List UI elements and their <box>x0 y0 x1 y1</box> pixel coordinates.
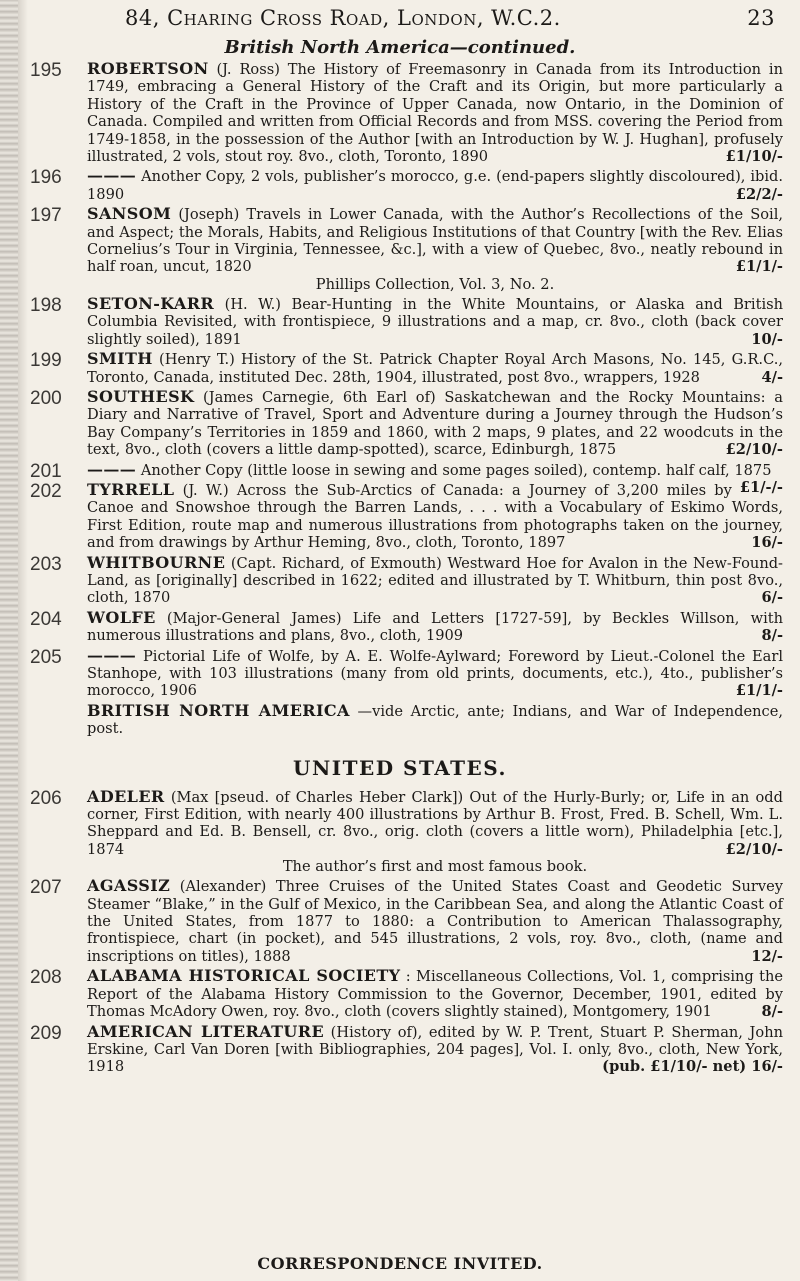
entry-text <box>87 295 783 348</box>
catalogue-entry <box>0 609 800 645</box>
entry-number: 197 <box>30 205 62 227</box>
entry-price: £2/2/- <box>735 185 783 203</box>
entry-number: 200 <box>30 387 62 409</box>
entry-number: 199 <box>30 350 62 372</box>
entry-number: 204 <box>30 608 62 630</box>
entry-author: SMITH <box>87 349 153 369</box>
entry-text <box>87 609 783 645</box>
catalogue-entry <box>0 647 800 700</box>
entry-author: ——— <box>87 645 137 665</box>
entry-number: 209 <box>30 1022 62 1044</box>
entry-description: (H. W.) Bear-Hunting in the White Mountains, or Alaska and British Columbia Revisited, with frontispiece, 9 illustrations and a map, cr. 8vo., cloth (back cover slightly soiled), 1891 <box>87 295 783 348</box>
entry-author: ALABAMA HISTORICAL SOCIETY <box>87 966 401 986</box>
catalogue-entry <box>0 350 800 386</box>
catalogue-entry <box>0 388 800 459</box>
page-address: 84, Charing Cross Road, London, W.C.2. <box>125 6 561 30</box>
entry-price: £1/10/- <box>725 148 783 166</box>
entry-number: 195 <box>30 60 62 81</box>
catalogue-entry <box>0 205 800 293</box>
entry-description: (Max [pseud. of Charles Heber Clark]) Out of the Hurly-Burly; or, Life in an odd corner, First Edition, with nearly 400 illustrations by Arthur B. Frost, Fred. B. Schell, Wm. L. Sheppard and Ed. B. Bensell, cr. 8vo., orig. cloth (covers a little worn), Philadelphia [etc.], 1874 <box>87 788 783 858</box>
entry-author: AGASSIZ <box>87 876 171 896</box>
entry-text <box>87 167 783 203</box>
entry-description: (J. Ross) The History of Freemasonry in Canada from its Introduction in 1749, embracing a General History of the Craft and its Origin, but more particularly a History of the Craft in the Province of Upper Canada, now Ontario, in the Dominion of Canada. Compiled and written from Official Records and from MSS. covering the Period from 1749-1858, in the possession of the Author [with an Introduction by W. J. Hughan], profusely illustrated, 2 vols, stout roy. 8vo., cloth, Toronto, 1890 <box>87 61 783 166</box>
entry-description: (Major-General James) Life and Letters [1727-59], by Beckles Willson, with numerous illustrations and plans, 8vo., cloth, 1909 <box>87 609 783 645</box>
entry-number: 202 <box>30 480 62 502</box>
entry-price: £1/1/- <box>735 682 783 700</box>
entry-text <box>87 702 783 738</box>
entry-author: ADELER <box>87 786 165 806</box>
entry-author: TYRRELL <box>87 479 175 499</box>
entry-text <box>87 478 783 552</box>
entry-price: 6/- <box>761 589 783 607</box>
entry-author: AMERICAN LITERATURE <box>87 1021 325 1041</box>
entry-description: Another Copy, 2 vols, publisher’s morocco, g.e. (end-papers slightly discoloured), ibid. 1890 <box>87 168 783 203</box>
entry-description: (J. W.) Across the Sub-Arctics of Canada: a Journey of 3,200 miles by Canoe and Snowshoe through the Barren Lands, . . . with a Vocabulary of Eskimo Words, First Edition, route map and numerous illustrations from photographs taken on the journey, and from drawings by Arthur Heming, 8vo., cloth, Toronto, 1897 <box>87 481 783 552</box>
entry-description: (James Carnegie, 6th Earl of) Saskatchewan and the Rocky Mountains: a Diary and Narrative of Travel, Sport and Adventure during a Journey through the Hudson’s Bay Company’s Territories in 1859 and 1860, with 2 maps, 9 plates, and 22 woodcuts in the text, 8vo., cloth (covers a little damp-spotted), scarce, Edinburgh, 1875 <box>87 388 783 459</box>
catalogue-entry <box>0 478 800 552</box>
entry-text <box>87 554 783 607</box>
entry-description: (History of), edited by W. P. Trent, Stuart P. Sherman, John Erskine, Carl Van Doren [with Bibliographies, 204 pages], Vol. I. only, 8vo., cloth, New York, 1918 <box>87 1023 783 1076</box>
entry-author: ——— <box>87 459 137 479</box>
entry-description: —vide Arctic, ante; Indians, and War of Independence, post. <box>87 702 783 738</box>
catalogue-entry <box>0 967 800 1020</box>
catalogue-entry <box>0 788 800 876</box>
entry-price: 10/- <box>751 330 783 348</box>
catalogue-entry <box>0 554 800 607</box>
entry-text <box>87 350 783 386</box>
entry-number: 208 <box>30 967 62 989</box>
entry-number: 196 <box>30 167 62 189</box>
entry-price: £2/10/- <box>725 840 783 858</box>
catalogue-entry <box>0 1023 800 1076</box>
catalogue-entry <box>0 167 800 203</box>
entry-text <box>87 788 783 859</box>
entry-author: SANSOM <box>87 204 172 224</box>
entry-price: £1/-/- <box>739 478 783 496</box>
entry-description: (Alexander) Three Cruises of the United States Coast and Geodetic Survey Steamer “Blake,” in the Gulf of Mexico, in the Caribbean Sea, and along the Atlantic Coast of the United States, from 1877 to 1880: a Contribution to American Thalassography, frontispiece, chart (in pocket), and 545 illustrations, 2 vols, roy. 8vo., cloth, (name and inscriptions on titles), 1888 <box>87 878 783 965</box>
entry-text <box>87 967 783 1020</box>
entry-text <box>87 1023 783 1076</box>
entry-number: 206 <box>30 787 62 809</box>
catalogue-entries <box>0 60 800 1078</box>
entry-text <box>87 388 783 459</box>
entry-number: 205 <box>30 646 62 668</box>
entry-note: The author’s first and most famous book. <box>282 858 588 876</box>
entry-number: 207 <box>30 877 62 899</box>
footer-note: CORRESPONDENCE INVITED. <box>257 1254 543 1273</box>
entry-number: 198 <box>30 294 62 316</box>
entry-author: SETON-KARR <box>87 293 215 313</box>
entry-note: Phillips Collection, Vol. 3, No. 2. <box>315 275 555 293</box>
catalogue-entry <box>0 295 800 348</box>
entry-description: Pictorial Life of Wolfe, by A. E. Wolfe-Aylward; Foreword by Lieut.-Colonel the Earl Stanhope, with 103 illustrations (many from old prints, documents, etc.), 4to., publisher’s morocco, 1906 <box>87 647 783 700</box>
entry-price: 16/- <box>751 534 783 552</box>
page-header <box>125 6 775 30</box>
entry-author: BRITISH NORTH AMERICA <box>87 700 350 720</box>
page-number: 23 <box>747 6 775 30</box>
entry-price: £2/10/- <box>725 441 783 459</box>
section-heading: UNITED STATES. <box>293 755 507 780</box>
entry-description: Another Copy (little loose in sewing and some pages soiled), contemp. half calf, 1875 <box>136 461 772 479</box>
entry-text <box>87 877 783 965</box>
entry-description: (Capt. Richard, of Exmouth) Westward Hoe for Avalon in the New-Found-Land, as [originally] described in 1622; edited and illustrated by T. Whitburn, thin post 8vo., cloth, 1870 <box>87 554 783 607</box>
united-states-list <box>0 788 800 1076</box>
british-north-america-list <box>0 60 800 738</box>
catalogue-entry <box>0 877 800 965</box>
entry-number: 201 <box>30 460 62 482</box>
entry-description: (Henry T.) History of the St. Patrick Chapter Royal Arch Masons, No. 145, G.R.C., Toronto, Canada, instituted Dec. 28th, 1904, illustrated, post 8vo., wrappers, 1928 <box>87 351 783 386</box>
entry-price: (pub. £1/10/- net) 16/- <box>602 1058 783 1076</box>
entry-price: 8/- <box>761 1003 783 1021</box>
entry-price: 8/- <box>761 627 783 645</box>
entry-description: (Joseph) Travels in Lower Canada, with the Author’s Recollections of the Soil, and Aspect; the Morals, Habits, and Religious Institutions of that Country [with the Rev. Elias Cornelius’s Tour in Virginia, Tennessee, &c.], with a view of Quebec, 8vo., neatly rebound in half roan, uncut, 1820 <box>87 206 783 276</box>
catalogue-entry <box>0 60 800 165</box>
section-subtitle: British North America—continued. <box>224 37 576 58</box>
entry-price: £1/1/- <box>735 258 783 276</box>
entry-author: WHITBOURNE <box>87 552 226 572</box>
entry-author: ——— <box>87 166 137 186</box>
entry-author: WOLFE <box>87 607 156 627</box>
entry-text <box>87 60 783 165</box>
entry-author: SOUTHESK <box>87 386 195 406</box>
entry-text <box>87 647 783 700</box>
entry-author: ROBERTSON <box>87 59 209 78</box>
entry-price: 12/- <box>751 947 783 965</box>
catalogue-entry <box>0 702 800 738</box>
entry-description: : Miscellaneous Collections, Vol. 1, comprising the Report of the Alabama History Commission to the Governor, December, 1901, edited by Thomas McAdory Owen, roy. 8vo., cloth (covers slightly stained), Montgomery, 1901 <box>87 968 783 1021</box>
entry-price: 4/- <box>761 368 783 386</box>
entry-text <box>87 205 783 276</box>
entry-number: 203 <box>30 553 62 575</box>
